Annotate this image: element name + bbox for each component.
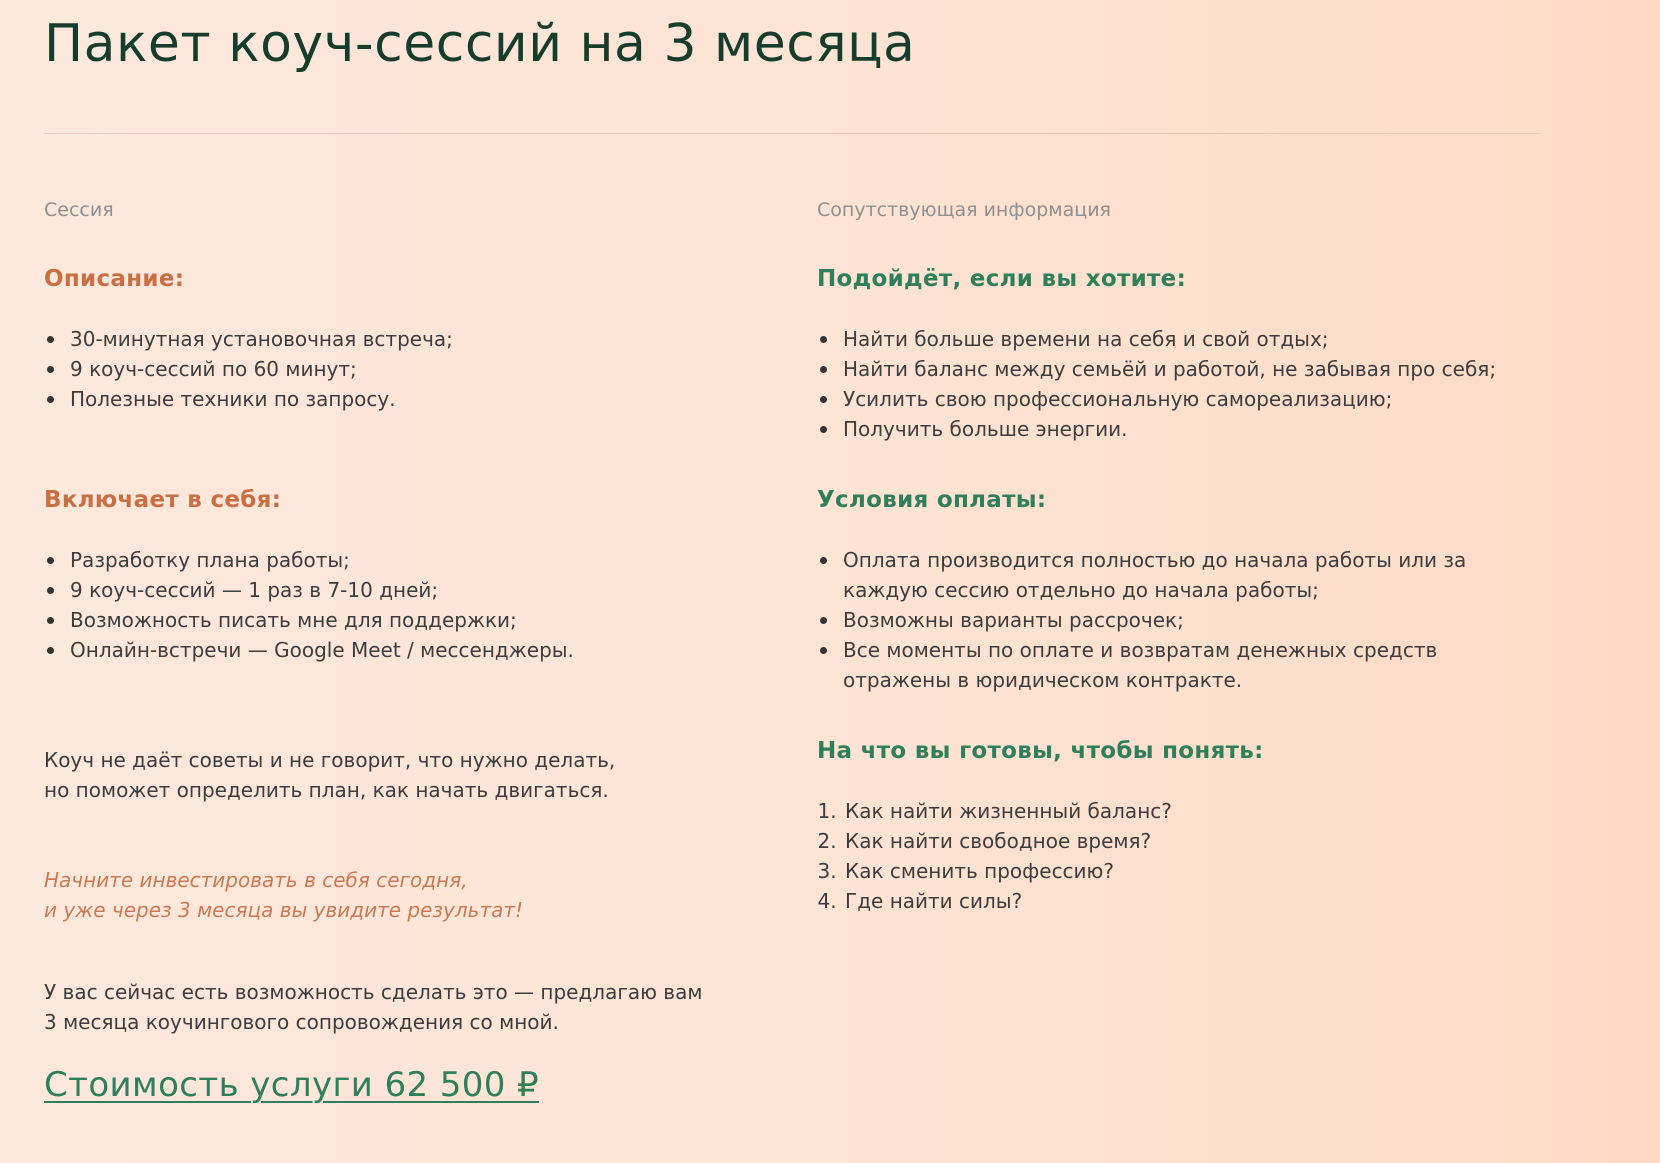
list-item: Усилить свою профессиональную самореализацию; (817, 384, 1617, 414)
list-item: Полезные техники по запросу. (44, 384, 764, 414)
offer-text (44, 977, 764, 1037)
description-list (44, 324, 764, 414)
list-item: Получить больше энергии. (817, 414, 1617, 444)
list-item: 1. Как найти жизненный баланс? (843, 796, 1617, 826)
coach-note-line: но поможет определить план, как начать двигаться. (44, 778, 609, 802)
column-label-info: Сопутствующая информация (817, 199, 1111, 221)
list-item: Все моменты по оплате и возвратам денежных средств отражены в юридическом контракте. (817, 635, 1497, 695)
list-item: Найти баланс между семьёй и работой, не забывая про себя; (817, 354, 1617, 384)
coach-note (44, 745, 764, 805)
questions-title: На что вы готовы, чтобы понять: (817, 738, 1264, 764)
includes-list (44, 545, 764, 665)
page-title: Пакет коуч-сессий на 3 месяца (44, 14, 916, 74)
cta-line: Начните инвестировать в себя сегодня, (44, 868, 468, 892)
list-item: Найти больше времени на себя и свой отдых; (817, 324, 1617, 354)
call-to-action (44, 865, 764, 925)
list-item: 9 коуч-сессий — 1 раз в 7-10 дней; (44, 575, 764, 605)
list-item: Оплата производится полностью до начала работы или за каждую сессию отдельно до начала работы; (817, 545, 1497, 605)
list-item: 3. Как сменить профессию? (843, 856, 1617, 886)
session-column (44, 196, 764, 1105)
list-item: 4. Где найти силы? (843, 886, 1617, 916)
suits-list (817, 324, 1617, 444)
info-column (817, 196, 1617, 916)
list-item: Онлайн-встречи — Google Meet / мессенджеры. (44, 635, 764, 665)
payment-title: Условия оплаты: (817, 487, 1047, 513)
description-title: Описание: (44, 266, 185, 292)
list-item: Разработку плана работы; (44, 545, 764, 575)
column-label-session: Сессия (44, 199, 114, 221)
list-item: Возможность писать мне для поддержки; (44, 605, 764, 635)
suits-title: Подойдёт, если вы хотите: (817, 266, 1187, 292)
coach-note-line: Коуч не даёт советы и не говорит, что нужно делать, (44, 748, 616, 772)
price-link[interactable]: Стоимость услуги 62 500 ₽ (44, 1065, 540, 1105)
questions-list (817, 796, 1617, 916)
cta-line: и уже через 3 месяца вы увидите результат! (44, 898, 524, 922)
list-item: 30-минутная установочная встреча; (44, 324, 764, 354)
includes-title: Включает в себя: (44, 487, 282, 513)
list-item: 9 коуч-сессий по 60 минут; (44, 354, 764, 384)
offer-line: У вас сейчас есть возможность сделать это — предлагаю вам (44, 980, 703, 1004)
title-divider (44, 133, 1540, 134)
list-item: Возможны варианты рассрочек; (817, 605, 1497, 635)
offer-line: 3 месяца коучингового сопровождения со мной. (44, 1010, 559, 1034)
payment-list (817, 545, 1497, 695)
list-item: 2. Как найти свободное время? (843, 826, 1617, 856)
